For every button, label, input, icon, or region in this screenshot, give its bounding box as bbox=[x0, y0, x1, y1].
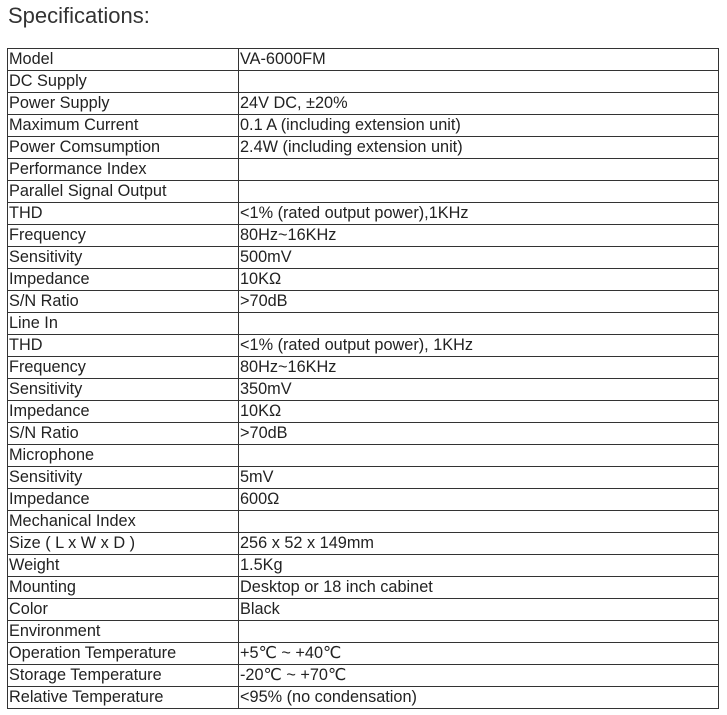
spec-label-cell: Impedance bbox=[8, 269, 239, 291]
spec-label-cell: Mechanical Index bbox=[8, 511, 239, 533]
spec-label-cell: THD bbox=[8, 203, 239, 225]
table-row bbox=[8, 401, 719, 423]
spec-label-cell: DC Supply bbox=[8, 71, 239, 93]
spec-label-cell: Line In bbox=[8, 313, 239, 335]
spec-value-cell: 500mV bbox=[239, 247, 719, 269]
spec-label-cell: Color bbox=[8, 599, 239, 621]
table-row bbox=[8, 423, 719, 445]
spec-label-cell: Operation Temperature bbox=[8, 643, 239, 665]
spec-label-cell: Microphone bbox=[8, 445, 239, 467]
table-row bbox=[8, 599, 719, 621]
specifications-table-body bbox=[8, 49, 719, 709]
spec-value-cell: +5℃ ~ +40℃ bbox=[239, 643, 719, 665]
spec-value-cell: 600Ω bbox=[239, 489, 719, 511]
table-row bbox=[8, 203, 719, 225]
spec-value-cell: -20℃ ~ +70℃ bbox=[239, 665, 719, 687]
table-row bbox=[8, 687, 719, 709]
table-row bbox=[8, 643, 719, 665]
spec-label-cell: Environment bbox=[8, 621, 239, 643]
spec-label-cell: Frequency bbox=[8, 357, 239, 379]
spec-value-cell: Desktop or 18 inch cabinet bbox=[239, 577, 719, 599]
spec-label-cell: Mounting bbox=[8, 577, 239, 599]
spec-label-cell: Performance Index bbox=[8, 159, 239, 181]
spec-label-cell: Sensitivity bbox=[8, 467, 239, 489]
spec-value-cell bbox=[239, 181, 719, 203]
spec-value-cell bbox=[239, 159, 719, 181]
page-title: Specifications: bbox=[8, 3, 150, 28]
table-row bbox=[8, 621, 719, 643]
table-row bbox=[8, 467, 719, 489]
spec-value-cell: 24V DC, ±20% bbox=[239, 93, 719, 115]
spec-label-cell: S/N Ratio bbox=[8, 291, 239, 313]
spec-value-cell: 80Hz~16KHz bbox=[239, 357, 719, 379]
spec-value-cell bbox=[239, 71, 719, 93]
spec-value-cell: 10KΩ bbox=[239, 269, 719, 291]
table-row bbox=[8, 489, 719, 511]
table-row bbox=[8, 379, 719, 401]
table-row bbox=[8, 291, 719, 313]
spec-label-cell: Weight bbox=[8, 555, 239, 577]
table-row bbox=[8, 665, 719, 687]
spec-value-cell: 350mV bbox=[239, 379, 719, 401]
table-row bbox=[8, 115, 719, 137]
table-row bbox=[8, 225, 719, 247]
table-row bbox=[8, 313, 719, 335]
spec-label-cell: Power Comsumption bbox=[8, 137, 239, 159]
table-row bbox=[8, 247, 719, 269]
spec-value-cell: 5mV bbox=[239, 467, 719, 489]
table-row bbox=[8, 93, 719, 115]
spec-label-cell: Model bbox=[8, 49, 239, 71]
table-row bbox=[8, 511, 719, 533]
table-row bbox=[8, 335, 719, 357]
spec-label-cell: Sensitivity bbox=[8, 379, 239, 401]
spec-value-cell: 256 x 52 x 149mm bbox=[239, 533, 719, 555]
spec-value-cell: 0.1 A (including extension unit) bbox=[239, 115, 719, 137]
table-row bbox=[8, 181, 719, 203]
spec-value-cell: 10KΩ bbox=[239, 401, 719, 423]
spec-label-cell: Impedance bbox=[8, 489, 239, 511]
spec-label-cell: Sensitivity bbox=[8, 247, 239, 269]
spec-value-cell: 80Hz~16KHz bbox=[239, 225, 719, 247]
table-row bbox=[8, 445, 719, 467]
spec-label-cell: THD bbox=[8, 335, 239, 357]
spec-value-cell bbox=[239, 445, 719, 467]
spec-label-cell: S/N Ratio bbox=[8, 423, 239, 445]
table-row bbox=[8, 71, 719, 93]
spec-value-cell: VA-6000FM bbox=[239, 49, 719, 71]
spec-label-cell: Parallel Signal Output bbox=[8, 181, 239, 203]
table-row bbox=[8, 137, 719, 159]
table-row bbox=[8, 49, 719, 71]
spec-label-cell: Relative Temperature bbox=[8, 687, 239, 709]
spec-value-cell: 1.5Kg bbox=[239, 555, 719, 577]
spec-label-cell: Power Supply bbox=[8, 93, 239, 115]
spec-label-cell: Maximum Current bbox=[8, 115, 239, 137]
spec-value-cell bbox=[239, 511, 719, 533]
spec-label-cell: Frequency bbox=[8, 225, 239, 247]
spec-value-cell: 2.4W (including extension unit) bbox=[239, 137, 719, 159]
spec-value-cell: <1% (rated output power), 1KHz bbox=[239, 335, 719, 357]
table-row bbox=[8, 533, 719, 555]
table-row bbox=[8, 555, 719, 577]
spec-value-cell: <95% (no condensation) bbox=[239, 687, 719, 709]
table-row bbox=[8, 357, 719, 379]
table-row bbox=[8, 269, 719, 291]
spec-label-cell: Impedance bbox=[8, 401, 239, 423]
spec-value-cell bbox=[239, 621, 719, 643]
spec-label-cell: Storage Temperature bbox=[8, 665, 239, 687]
spec-value-cell bbox=[239, 313, 719, 335]
spec-value-cell: >70dB bbox=[239, 423, 719, 445]
spec-value-cell: Black bbox=[239, 599, 719, 621]
spec-value-cell: <1% (rated output power),1KHz bbox=[239, 203, 719, 225]
specifications-table bbox=[7, 48, 719, 709]
spec-value-cell: >70dB bbox=[239, 291, 719, 313]
table-row bbox=[8, 577, 719, 599]
table-row bbox=[8, 159, 719, 181]
spec-label-cell: Size ( L x W x D ) bbox=[8, 533, 239, 555]
